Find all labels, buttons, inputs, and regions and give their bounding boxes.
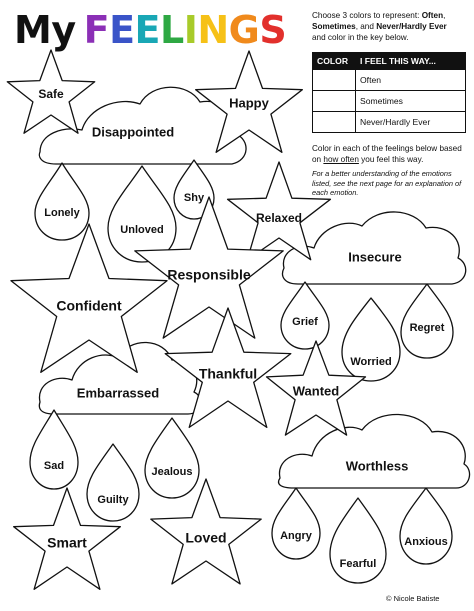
- comma-text: ,: [443, 11, 446, 20]
- label-grief: Grief: [292, 315, 318, 328]
- cloud-worthless[interactable]: [279, 414, 470, 488]
- sometimes-label: Sometimes: [312, 22, 356, 31]
- label-thankful: Thankful: [198, 365, 258, 382]
- label-worried: Worried: [350, 355, 392, 368]
- and-text: , and: [355, 22, 377, 31]
- title-letter: E: [134, 8, 160, 52]
- drop-lonely[interactable]: [35, 163, 89, 240]
- label-smart: Smart: [47, 534, 87, 551]
- label-disappointed: Disappointed: [91, 124, 175, 140]
- key-label-never: Never/Hardly Ever: [356, 112, 466, 133]
- label-guilty: Guilty: [97, 493, 129, 506]
- howto-part-a: Color in each of the feelings below based on: [312, 144, 462, 164]
- title-letter: G: [228, 8, 260, 52]
- title-prefix: My: [14, 8, 76, 52]
- label-happy: Happy: [229, 95, 269, 111]
- label-embarrassed: Embarrassed: [76, 385, 160, 401]
- label-worthless: Worthless: [345, 458, 409, 474]
- label-safe: Safe: [38, 87, 64, 102]
- never-label: Never/Hardly Ever: [376, 22, 447, 31]
- often-label: Often: [421, 11, 444, 20]
- drop-angry[interactable]: [272, 488, 320, 559]
- label-sad: Sad: [43, 459, 65, 472]
- label-fearful: Fearful: [339, 557, 377, 570]
- drop-unloved[interactable]: [108, 166, 176, 262]
- label-loved: Loved: [185, 529, 227, 546]
- key-label-sometimes: Sometimes: [356, 91, 466, 112]
- label-unloved: Unloved: [120, 223, 164, 236]
- label-relaxed: Relaxed: [255, 211, 303, 226]
- drop-fearful[interactable]: [330, 498, 386, 583]
- instructions-text-2: and color in the key below.: [312, 33, 409, 42]
- title-letter: N: [197, 8, 229, 52]
- drop-anxious[interactable]: [400, 488, 452, 564]
- key-label-often: Often: [356, 70, 466, 91]
- label-wanted: Wanted: [292, 383, 340, 399]
- label-anxious: Anxious: [404, 535, 448, 548]
- label-regret: Regret: [409, 321, 445, 334]
- howto-part-b: you feel this way.: [358, 155, 424, 164]
- label-responsible: Responsible: [167, 266, 251, 283]
- title-letter: E: [109, 8, 135, 52]
- key-col-color: COLOR: [313, 53, 356, 70]
- label-insecure: Insecure: [348, 249, 402, 265]
- title-letter: L: [160, 8, 184, 52]
- instructions-text: Choose 3 colors to represent:: [312, 11, 422, 20]
- drop-sad[interactable]: [30, 410, 78, 489]
- howto-underlined: how often: [323, 155, 359, 164]
- note-text: For a better understanding of the emotions listed, see the next page for an explanation of each emotion.: [312, 169, 462, 197]
- title-letter: S: [259, 8, 287, 52]
- key-col-feel: I FEEL THIS WAY...: [356, 53, 466, 70]
- label-jealous: Jealous: [151, 465, 193, 478]
- drop-jealous[interactable]: [145, 418, 199, 498]
- drop-worried[interactable]: [342, 298, 400, 381]
- label-angry: Angry: [280, 529, 312, 542]
- cloud-insecure[interactable]: [283, 212, 466, 284]
- title-letter: F: [83, 8, 110, 52]
- drop-guilty[interactable]: [87, 444, 139, 521]
- copyright-credit: © Nicole Batiste: [386, 594, 440, 603]
- label-lonely: Lonely: [44, 206, 80, 219]
- label-shy: Shy: [183, 191, 205, 204]
- title-letter: I: [183, 8, 198, 52]
- label-confident: Confident: [56, 297, 122, 314]
